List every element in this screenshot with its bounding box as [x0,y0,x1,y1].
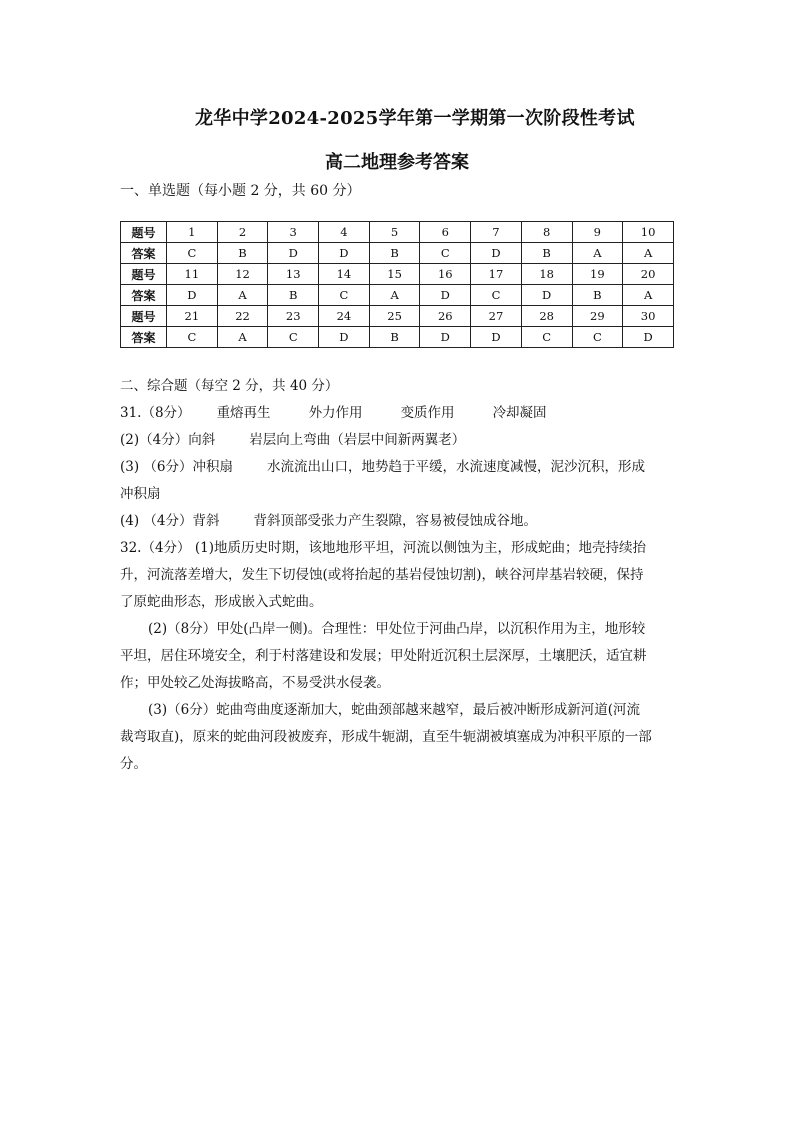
q32-part3-line3: 分。 [120,756,147,772]
table-cell: 3 [268,222,319,243]
table-cell: 29 [572,306,623,327]
table-row [121,327,674,348]
table-cell: B [572,285,623,306]
table-cell: 11 [167,264,218,285]
table-cell: 30 [623,306,674,327]
table-cell: 15 [369,264,420,285]
table-cell: 14 [319,264,370,285]
table-cell: 26 [420,306,471,327]
q31-part3-cont: 冲积扇 [120,486,161,502]
row-header: 题号 [121,306,167,327]
q32-part1-line3: 了原蛇曲形态，形成嵌入式蛇曲。 [120,594,323,610]
table-cell: 19 [572,264,623,285]
table-cell: D [471,327,522,348]
table-row [121,264,674,285]
q31-answer-1: 重熔再生 [216,405,271,421]
row-header: 题号 [121,222,167,243]
table-cell: D [319,327,370,348]
table-cell: D [268,243,319,264]
q31-head: 31.（8分） [120,405,191,421]
table-cell: A [623,243,674,264]
table-cell: C [319,285,370,306]
table-cell: 18 [521,264,572,285]
row-header: 答案 [121,243,167,264]
table-cell: 9 [572,222,623,243]
table-cell: C [521,327,572,348]
table-cell: 21 [167,306,218,327]
q32-part3-line1: (3)（6分）蛇曲弯曲度逐渐加大，蛇曲颈部越来越窄，最后被冲断形成新河道(河流 [148,702,640,718]
q31-2-head: (2)（4分）向斜 [120,432,216,448]
q31-4-answer: 背斜顶部受张力产生裂隙，容易被侵蚀成谷地。 [253,513,538,529]
table-cell: 28 [521,306,572,327]
table-cell: A [217,327,268,348]
table-cell: 6 [420,222,471,243]
table-cell: B [268,285,319,306]
q31-part1 [120,400,680,427]
q31-answer-3: 变质作用 [400,405,455,421]
row-header: 题号 [121,264,167,285]
table-cell: 25 [369,306,420,327]
table-cell: 22 [217,306,268,327]
q31-2-answer: 岩层向上弯曲（岩层中间新两翼老） [249,432,466,448]
table-cell: 1 [167,222,218,243]
table-cell: C [268,327,319,348]
table-cell: 17 [471,264,522,285]
table-cell: 16 [420,264,471,285]
table-cell: D [319,243,370,264]
table-row [121,285,674,306]
table-row [121,222,674,243]
row-header: 答案 [121,327,167,348]
answer-table [120,221,674,348]
table-cell: A [217,285,268,306]
q31-part2 [120,427,680,454]
table-cell: B [217,243,268,264]
page-subtitle: 高二地理参考答案 [325,152,469,173]
table-cell: A [369,285,420,306]
table-cell: 13 [268,264,319,285]
table-cell: D [471,243,522,264]
q31-answer-2: 外力作用 [308,405,363,421]
q31-3-answer: 水流流出山口，地势趋于平缓，水流速度减慢，泥沙沉积，形成 [267,459,646,475]
table-row [121,306,674,327]
table-cell: 8 [521,222,572,243]
q31-4-head: (4) （4分）背斜 [120,513,220,529]
exam-title: 龙华中学2024-2025学年第一学期第一次阶段性考试 [195,108,635,129]
table-cell: D [167,285,218,306]
q32-part3-line2: 裁弯取直)，原来的蛇曲河段被废弃，形成牛轭湖，直至牛轭湖被填塞成为冲积平原的一部 [120,729,652,745]
q32-part2-line3: 作；甲处较乙处海拔略高，不易受洪水侵袭。 [120,675,390,691]
table-cell: 23 [268,306,319,327]
table-cell: D [521,285,572,306]
q31-3-head: (3) （6分）冲积扇 [120,459,234,475]
table-cell: C [420,243,471,264]
table-cell: C [167,327,218,348]
table-cell: 4 [319,222,370,243]
q32-part1-line2: 升，河流落差增大，发生下切侵蚀(或将抬起的基岩侵蚀切割)，峡谷河岸基岩较硬，保持 [120,567,644,583]
table-cell: D [623,327,674,348]
table-cell: B [521,243,572,264]
table-cell: B [369,327,420,348]
table-cell: 12 [217,264,268,285]
q32-part1-line1: 32.（4分） (1)地质历史时期，该地地形平坦，河流以侧蚀为主，形成蛇曲；地壳持续抬 [120,540,646,556]
table-cell: A [623,285,674,306]
table-cell: 24 [319,306,370,327]
table-cell: D [420,327,471,348]
table-cell: D [420,285,471,306]
q32-part2-line1: (2)（8分）甲处(凸岸一侧)。合理性：甲处位于河曲凸岸，以沉积作用为主，地形较 [148,621,646,637]
table-cell: C [167,243,218,264]
section-1-heading: 一、单选题（每小题 2 分，共 60 分） [120,183,361,199]
table-cell: C [471,285,522,306]
q32-part2-line2: 平坦，居住环境安全，利于村落建设和发展；甲处附近沉积土层深厚，土壤肥沃，适宜耕 [120,648,647,664]
q31-answer-4: 冷却凝固 [492,405,547,421]
section-2-heading: 二、综合题（每空 2 分，共 40 分） [120,378,339,394]
table-cell: 27 [471,306,522,327]
table-cell: B [369,243,420,264]
q31-part3 [120,454,680,481]
table-cell: 2 [217,222,268,243]
section-2 [120,373,680,778]
table-cell: 5 [369,222,420,243]
table-cell: 20 [623,264,674,285]
table-cell: C [572,327,623,348]
table-cell: A [572,243,623,264]
row-header: 答案 [121,285,167,306]
table-cell: 10 [623,222,674,243]
table-cell: 7 [471,222,522,243]
table-row [121,243,674,264]
q31-part4 [120,508,680,535]
